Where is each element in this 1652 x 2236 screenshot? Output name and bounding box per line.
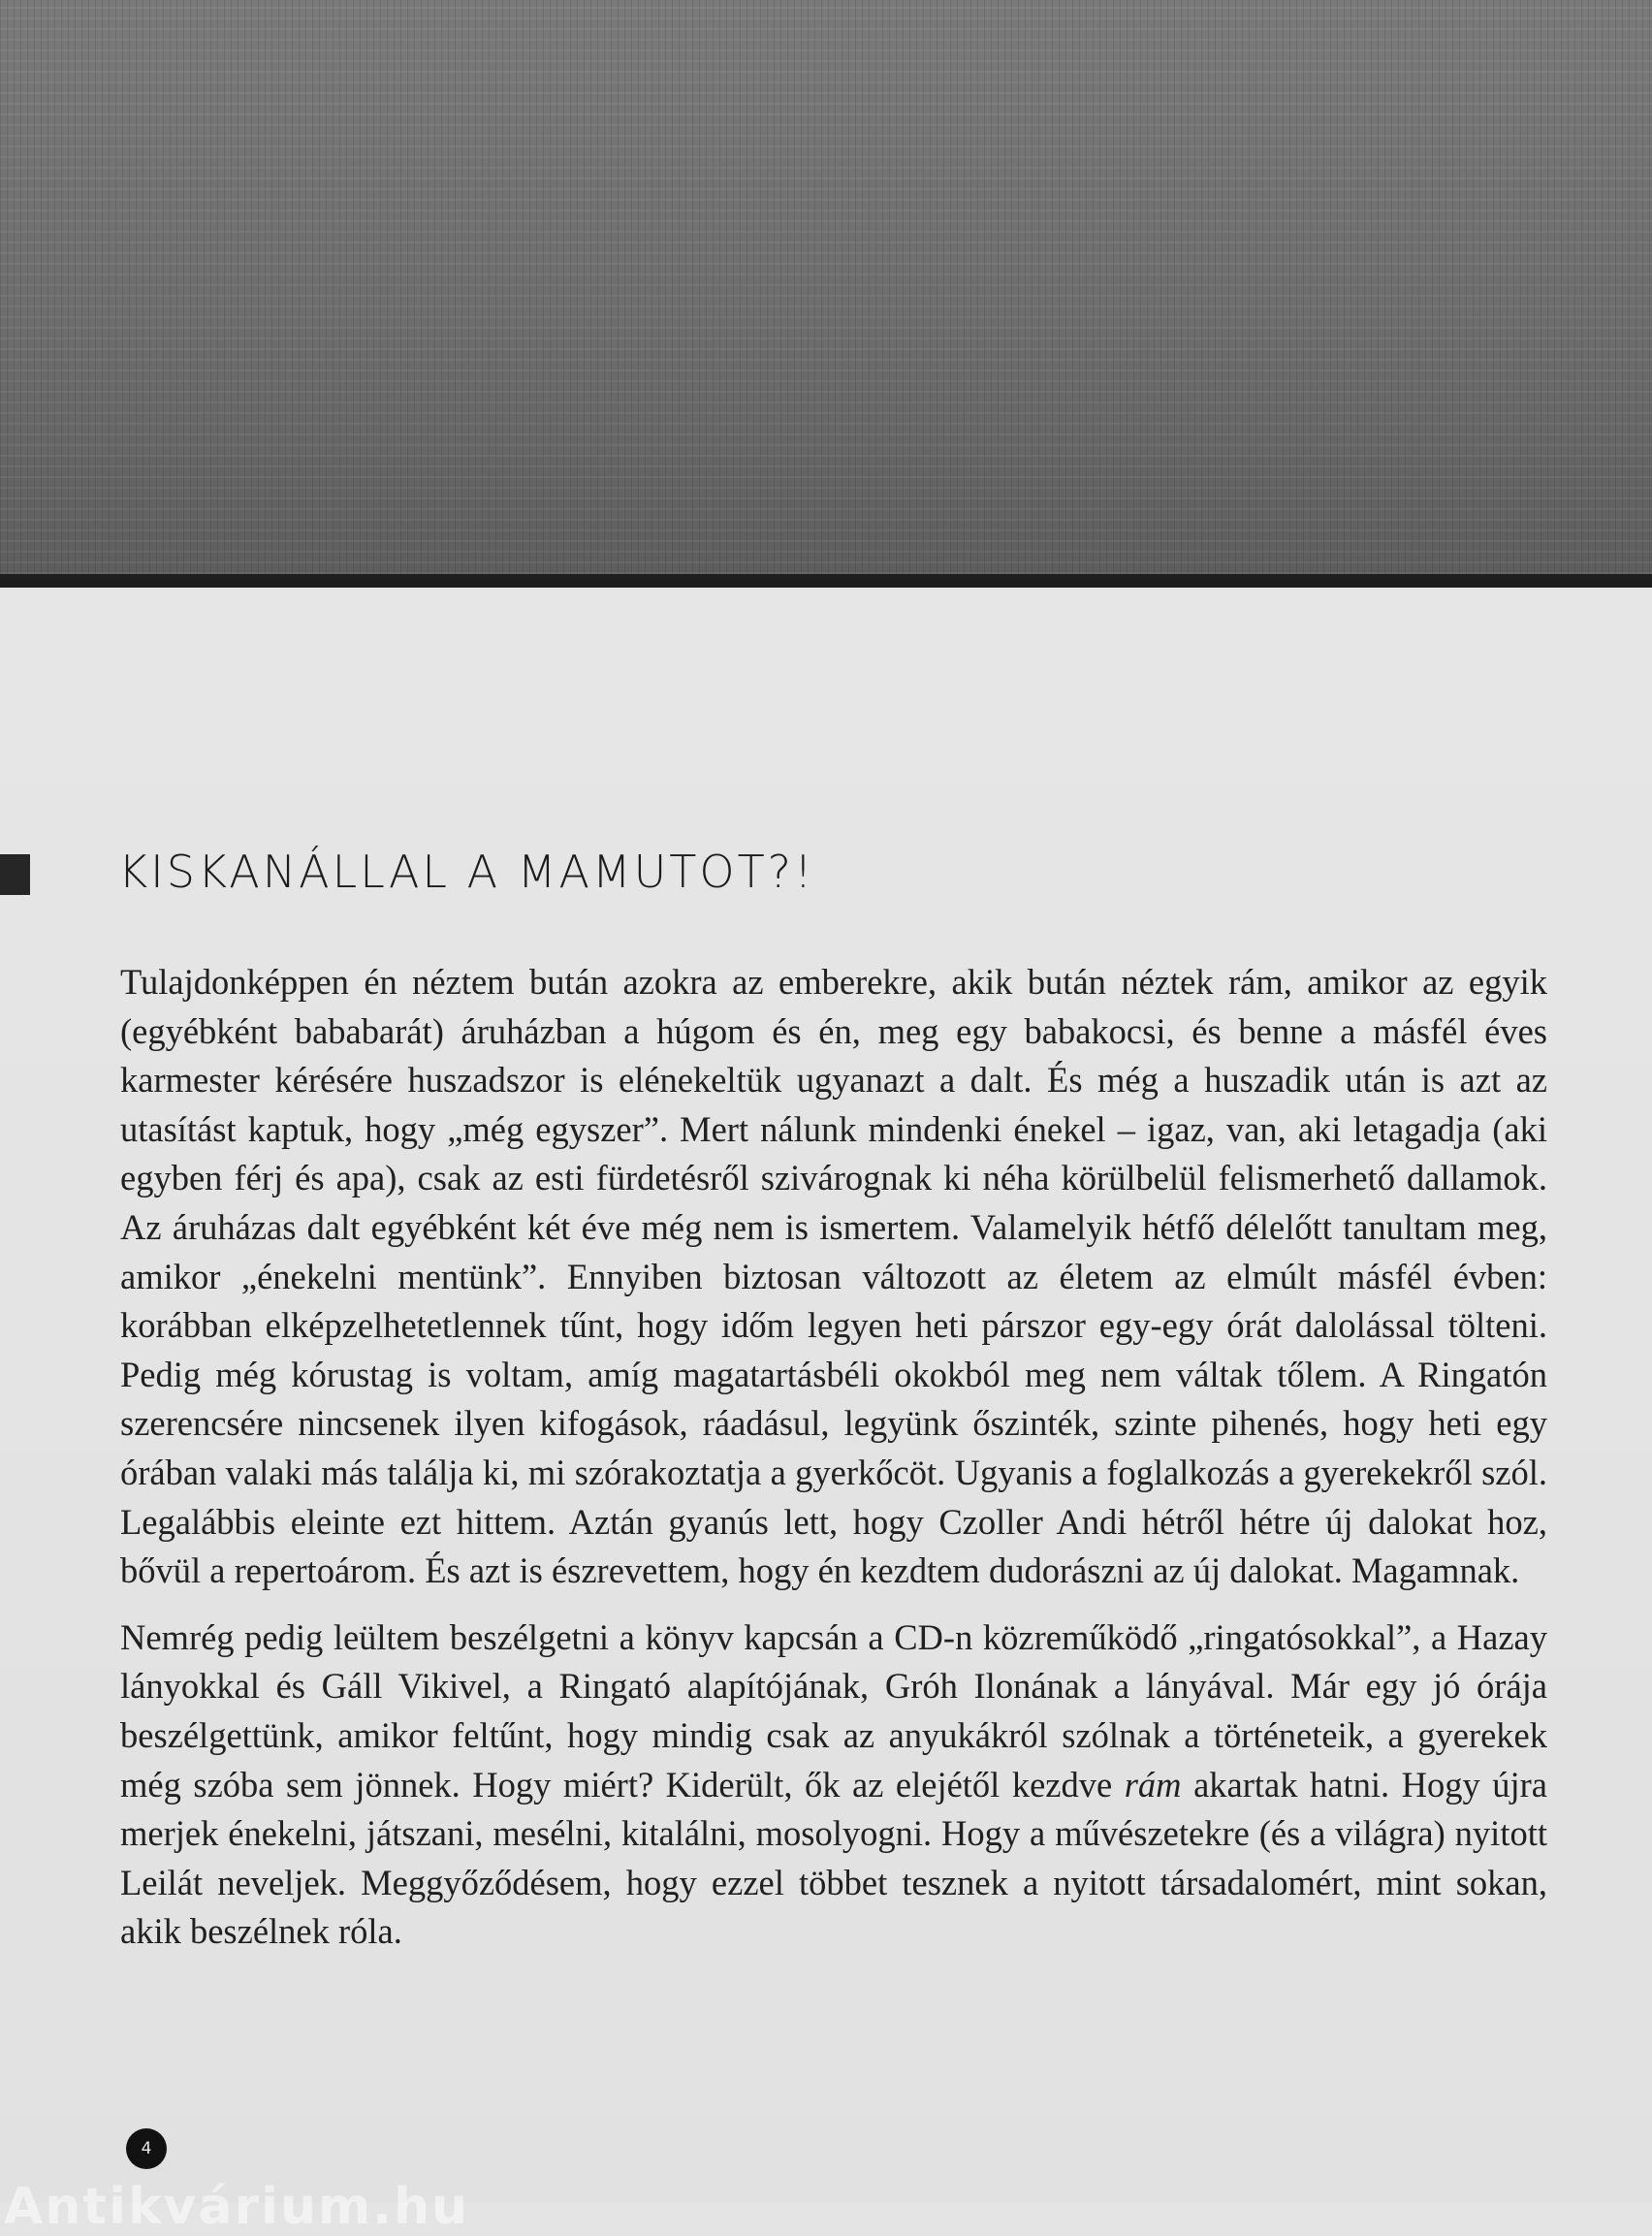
chapter-heading: KISKANÁLLAL A MAMUTOT?! (118, 846, 815, 898)
page-number: 4 (126, 2128, 167, 2169)
fabric-background (0, 0, 1652, 574)
paragraph (120, 1613, 1547, 1957)
book-spine-edge (0, 574, 1652, 588)
watermark: Antikvárium.hu (4, 2178, 469, 2236)
paragraph-text: Nemrég pedig leültem beszélgetni a könyv kapcsán a CD-n közreműködő „ringatósokkal”, a Hazay lányokkal és Gáll Vikivel, a Ringató alapítójának, Gróh Ilonának a lányával. Már egy jó órája beszélgettünk, amikor feltűnt, hogy mindig csak az anyukákról szólnak a történeteik, a gyerekek még szóba sem jönnek. Hogy miért? Kiderült, ők az elejétől kezdve (120, 1616, 1547, 1805)
italic-word: rám (1124, 1764, 1182, 1805)
body-text (120, 958, 1547, 1957)
paragraph-text: akartak hatni. Hogy újra merjek énekelni, játszani, mesélni, kitalálni, mosolyogni. Hogy a művészetekre (és a világra) nyitott Leilát neveljek. Meggyőződésem, hogy ezzel többet tesznek a nyitott társadalomért, mint sokan, akik beszélnek róla. (120, 1764, 1547, 1952)
heading-marker (0, 854, 30, 895)
paragraph: Tulajdonképpen én néztem bután azokra az emberekre, akik bután néztek rám, amikor az egyik (egyébként bababarát) áruházban a húgom és én, meg egy babakocsi, és benne a másfél éves karmester kérésére huszadszor is elénekeltük ugyanazt a dalt. És még a huszadik után is azt az utasítást kaptuk, hogy „még egyszer”. Mert nálunk mindenki énekel – igaz, van, aki letagadja (aki egyben férj és apa), csak az esti fürdetésről szivárognak ki néha körülbelül felismerhető dallamok. Az áruházas dalt egyébként két éve még nem is ismertem. Valamelyik hétfő délelőtt tanultam meg, amikor „énekelni mentünk”. Ennyiben biztosan változott az életem az elmúlt másfél évben: korábban elképzelhetetlennek tűnt, hogy időm legyen heti párszor egy-egy órát dalolással tölteni. Pedig még kórustag is voltam, amíg magatartásbéli okokból meg nem váltak tőlem. A Ringatón szerencsére nincsenek ilyen kifogások, ráadásul, legyünk őszinték, szinte pihenés, hogy heti egy órában valaki más találja ki, mi szórakoztatja a gyerkőcöt. Ugyanis a foglalkozás a gyerekekről szól. Legalábbis eleinte ezt hittem. Aztán gyanús lett, hogy Czoller Andi hétről hétre új dalokat hoz, bővül a repertoárom. És azt is észrevettem, hogy én kezdtem dudorászni az új dalokat. Magamnak. (120, 962, 1547, 1591)
